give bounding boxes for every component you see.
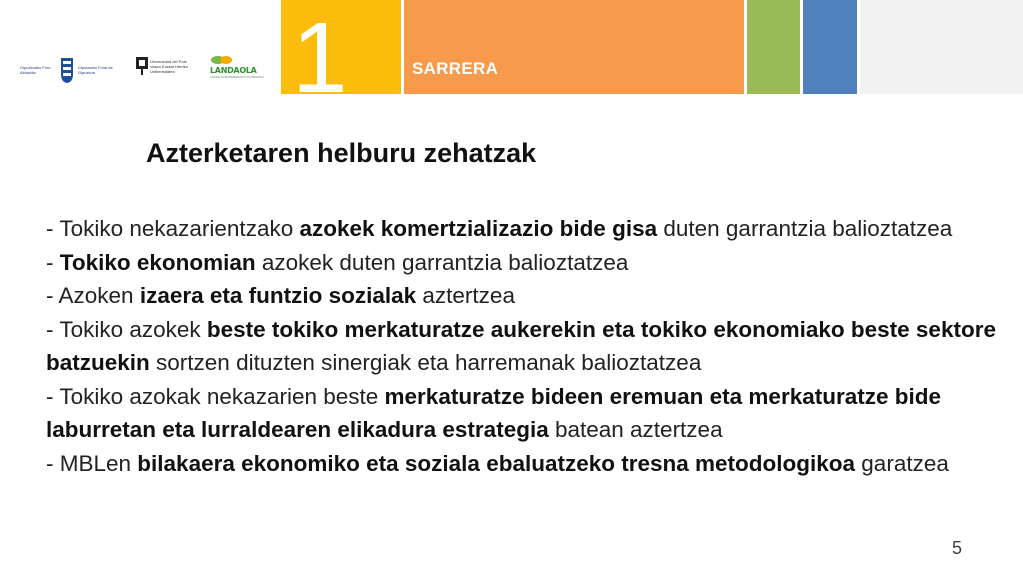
section-title: SARRERA [412,59,499,78]
objective-text: - Tokiko nekazarientzako [46,216,300,241]
header-bar [0,0,1023,114]
green-segment [747,0,800,94]
upv-logo [134,56,196,76]
landaola-logo-sub: LANDA GARAPENERAKO FUNDAZIOA [210,75,265,79]
objective-text: azokek duten garrantzia balioztatzea [255,249,629,275]
blue-segment [803,0,857,94]
objective-item [46,212,996,246]
objective-emphasis: merkaturatze bideen eremuan eta merkaturatze bide laburretan eta lurraldearen elikadura estrategia [46,383,941,442]
objective-text: batean aztertzea [548,417,723,442]
objective-emphasis: Tokiko ekonomian [59,249,256,275]
page-number: 5 [952,538,963,558]
objective-text: - Tokiko azokek [46,316,207,342]
shield-icon [60,56,74,84]
gipuzkoa-logo [20,56,114,84]
gipuzkoa-logo-text-right: Diputación Foral de Gipuzkoa [78,65,113,75]
objective-text: - MBLen [46,450,138,476]
section-number: 1 [292,2,348,114]
slide-title: Azterketaren helburu zehatzak [146,138,537,168]
tree-icon [134,56,150,76]
upv-logo-text: Universidad del País Vasco Euskal Herriko Unibertsitatea [150,58,188,74]
objective-text: aztertzea [416,283,515,308]
objective-text: sortzen dituzten sinergiak eta harremanak balioztatzea [149,350,702,375]
objective-text: - Azoken [46,283,140,308]
objective-item [46,313,996,380]
orange-segment [404,0,744,94]
objective-text: - [46,249,60,275]
objective-text: garatzea [855,450,949,476]
objective-text: - Tokiko azokak nekazarien beste [46,383,385,409]
gipuzkoa-logo-text-left: Gipuzkoako Foru Aldundia [20,65,51,75]
objective-item [46,279,996,313]
grey-segment [860,0,1023,94]
logo-area [0,0,281,94]
objective-text: duten garrantzia balioztatzea [657,216,953,241]
objective-item [46,447,996,481]
objective-item [46,246,996,280]
objective-emphasis: bilakaera ekonomiko eta soziala ebaluatzeko tresna metodologikoa [137,450,856,476]
leaf-icon [210,54,234,66]
landaola-logo-word: LANDAOLA [210,66,257,75]
objective-emphasis: beste tokiko merkaturatze aukerekin eta tokiko ekonomiako beste sektore batzuekin [46,316,996,375]
objective-emphasis: izaera eta funtzio sozialak [139,283,417,308]
objective-item [46,380,996,447]
objectives-list [46,212,996,480]
landaola-logo [210,54,264,79]
objective-emphasis: azokek komertzializazio bide gisa [299,216,658,241]
